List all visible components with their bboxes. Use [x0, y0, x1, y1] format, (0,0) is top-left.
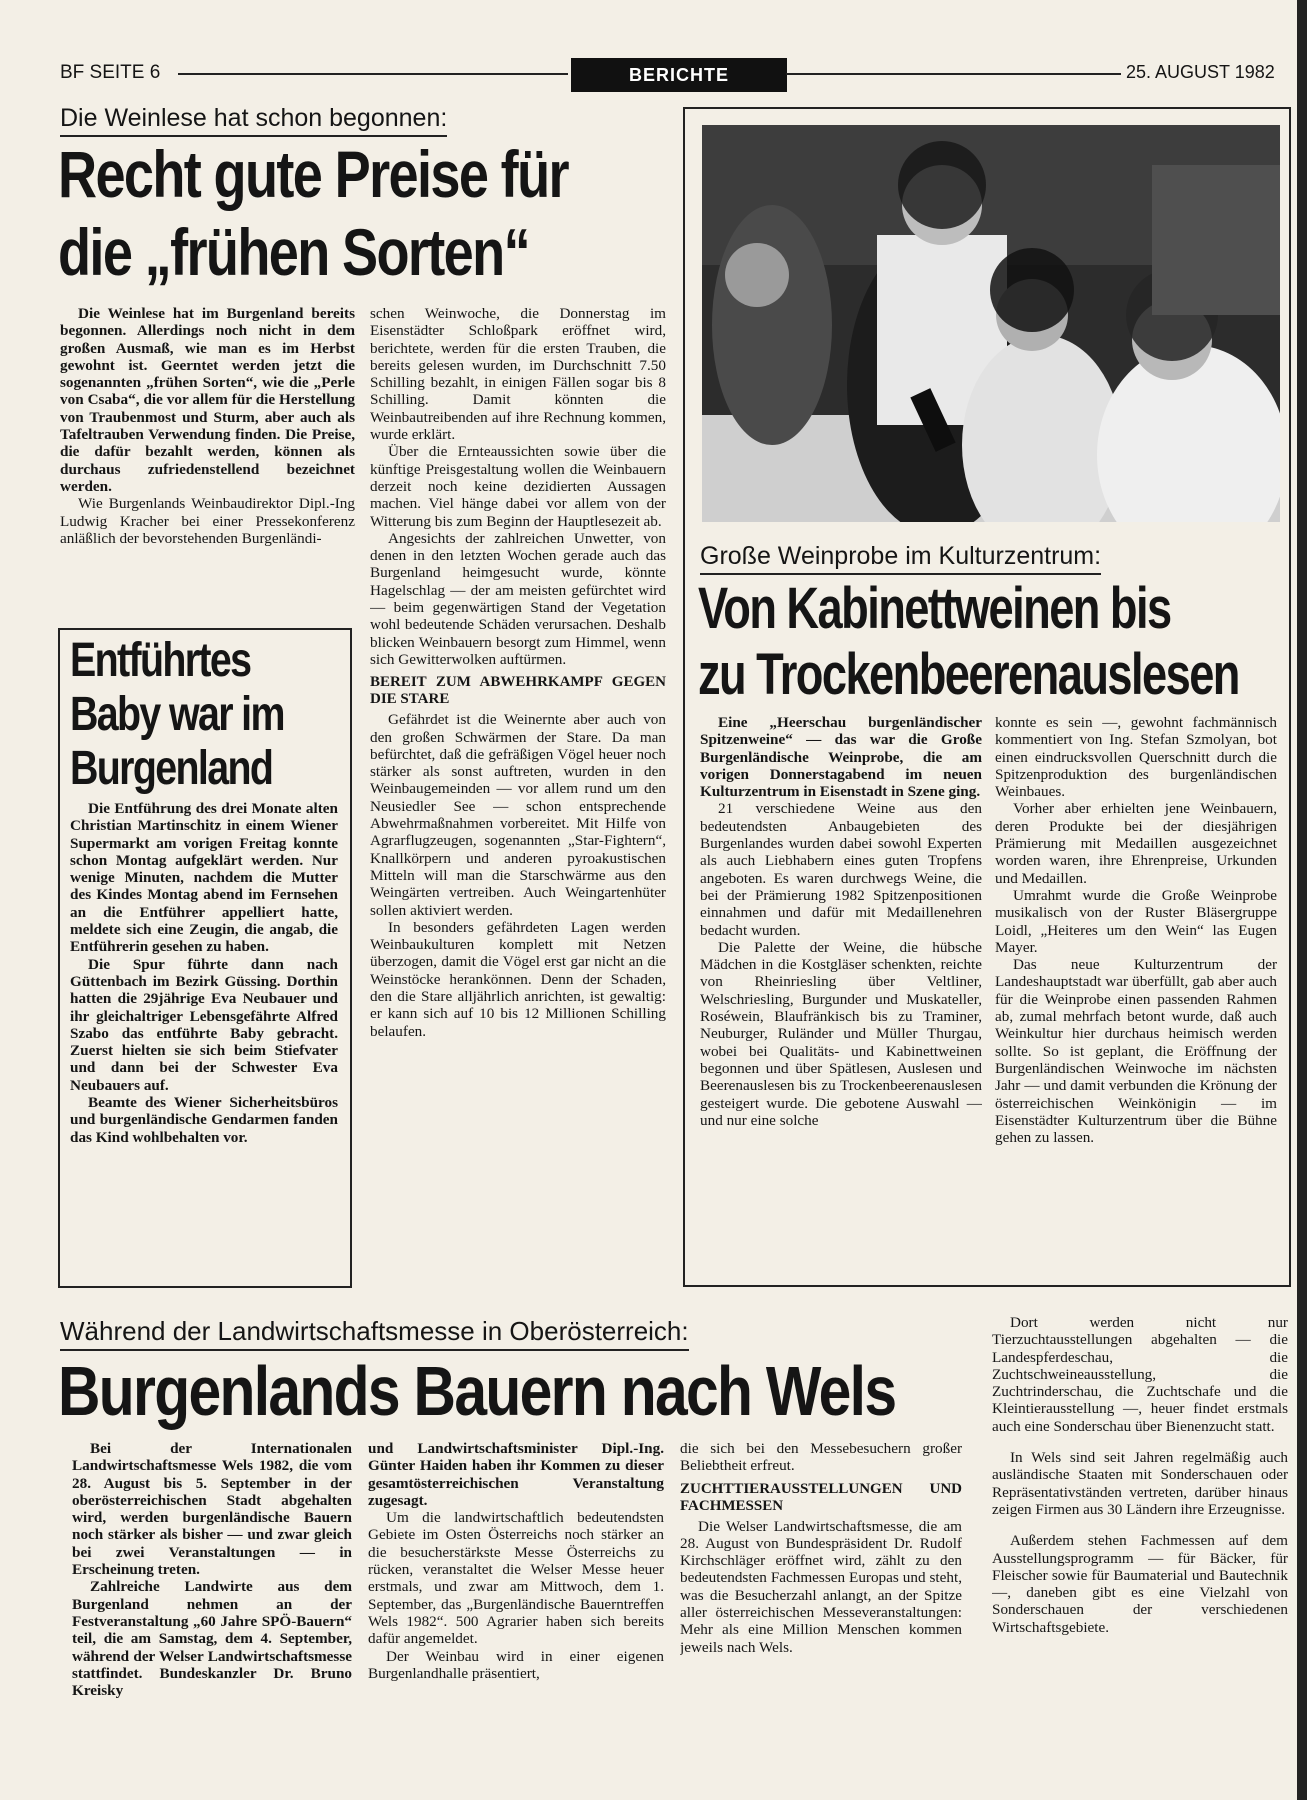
page-edge [1297, 0, 1307, 1800]
article2-lead: Eine „Heerschau burgenländischer Spitzenweine“ — das war die Große Burgenländische Weinprobe, die am vorigen Donnerstagabend im neuen Kulturzentrum in Eisenstadt in Szene ging. [700, 714, 982, 801]
wine-tasting-photo [702, 125, 1280, 522]
article1-headline-line2: die „frühen Sorten“ [58, 215, 529, 289]
article3-column1 [72, 1440, 352, 1785]
header-rule-left [178, 73, 568, 75]
article3-column4 [992, 1314, 1288, 1784]
article3-subhead: ZUCHTTIERAUSSTELLUNGEN UND FACHMESSEN [680, 1480, 962, 1514]
boxstory-paragraph: Die Spur führte dann nach Güttenbach im Bezirk Güssing. Dorthin hatten die 29jährige Eva Neubauer und ihr gleichaltriger Lebensgefährte Alfred Szabo das entführte Baby gebracht. Zuerst hielten sie sich beim Stiefvater und dann bei der Schwester Eva Neubauers auf. [70, 955, 338, 1094]
boxstory-body [70, 800, 338, 1278]
article3-lead: und Landwirtschaftsminister Dipl.-Ing. Günter Haiden haben ihr Kommen zu dieser gesamtösterreichischen Veranstaltung zugesagt. [368, 1440, 664, 1509]
article2-paragraph: konnte es sein —, gewohnt fachmännisch kommentiert von Ing. Stefan Szmolyan, bot einen eindrucksvollen Querschnitt durch die Spitzenproduktion des burgenländischen Weinbaues. [995, 714, 1277, 801]
article3-column2 [368, 1440, 664, 1785]
article2-column1 [700, 714, 982, 1269]
article3-paragraph: Um die landwirtschaftlich bedeutendsten Gebiete im Osten Österreichs noch stärker an die besucherstärkste Messe Österreichs zu rücken, veranstaltet die Welser Messe heuer erstmals, und zwar am Mittwoch, dem 1. September, das „Burgenländische Bauerntreffen Wels 1982“. 500 Agrarier haben sich bereits dafür angemeldet. [368, 1509, 664, 1648]
article1-paragraph: Gefährdet ist die Weinernte aber auch von den großen Schwärmen der Stare. Da man befürchtet, daß die gefräßigen Vögel heuer noch stärker als sonst auftreten, wurden in den Weinbaugemeinden — vor allem rund um den Neusiedler See — schon entsprechende Abwehrmaßnahmen vorbereitet. Mit Hilfe von Agrarflugzeugen, sogenannten „Star-Fightern“, Knallkörpern und anderen pyroakustischen Mitteln will man die Starschwärme aus den Weingärten vertreiben. Auch Weingartenhüter sollen aktiviert werden. [370, 711, 666, 919]
article2-column2 [995, 714, 1277, 1269]
page-number: BF SEITE 6 [60, 62, 161, 83]
article2-headline-line1: Von Kabinettweinen bis [698, 576, 1171, 641]
article3-headline: Burgenlands Bauern nach Wels [58, 1352, 896, 1430]
photo-image [702, 125, 1280, 522]
boxstory-paragraph: Die Entführung des drei Monate alten Christian Martinschitz in einem Wiener Supermarkt am vorigen Freitag konnte schon Montag aufgeklärt werden. Nur wenige Minuten, nachdem die Mutter des Kindes Montag abend im Fernsehen an die Entführer appelliert hatte, meldete sich eine Zeugin, die angab, die Entführerin gesehen zu haben. [70, 800, 338, 956]
boxstory-headline-line3: Burgenland [70, 742, 273, 795]
article1-paragraph: Wie Burgenlands Weinbaudirektor Dipl.-Ing Ludwig Kracher bei einer Pressekonferenz anläßlich der bevorstehenden Burgenländi- [60, 495, 355, 547]
boxstory-headline-line2: Baby war im [70, 688, 284, 741]
article2-headline-line2: zu Trockenbeerenauslesen [698, 642, 1239, 707]
article1-paragraph: In besonders gefährdeten Lagen werden Weinbaukulturen komplett mit Netzen überzogen, damit die Vögel erst gar nicht an die Weinstöcke herankönnen. Denn der Schaden, den die Stare alljährlich anrichten, ist gewaltig: er kann sich auf 10 bis 12 Millionen Schilling belaufen. [370, 918, 666, 1040]
article1-paragraph: Über die Ernteaussichten sowie über die künftige Preisgestaltung wollen die Weinbauern derzeit noch keine dezidierten Aussagen machen. Viel hänge dabei vor allem von der Witterung bis zum Beginn der Hauptlesezeit ab. [370, 443, 666, 530]
article3-paragraph: In Wels sind seit Jahren regelmäßig auch ausländische Staaten mit Sonderschauen oder Repräsentativständen vertreten, darüber hinaus zeigen Firmen aus 30 Ländern ihre Erzeugnisse. [992, 1449, 1288, 1518]
boxstory-headline-line1: Entführtes [70, 634, 251, 687]
article2-paragraph: 21 verschiedene Weine aus den bedeutendsten Anbaugebieten des Burgenlandes wurden dabei sowohl Experten als auch Liebhabern eines guten Tropfens angeboten. Es waren durchwegs Weine, die bei der Prämierung 1982 Spitzenpositionen einnahmen und dafür mit Medaillenehren bedacht wurden. [700, 800, 982, 939]
article3-lead: Zahlreiche Landwirte aus dem Burgenland nehmen an der Festveranstaltung „60 Jahre SPÖ-Bauern“ teil, die am Samstag, dem 4. September, während der Welser Landwirtschaftsmesse stattfindet. Bundeskanzler Dr. Bruno Kreisky [72, 1578, 352, 1700]
article3-paragraph: Dort werden nicht nur Tierzuchtausstellungen abgehalten — die Landespferdeschau, die Zuchtschweineausstellung, die Zuchtrinderschau, die Zuchtschafe und die Kleintierausstellung —, heuer findet erstmals auch eine Sonderschau über Bienenzucht statt. [992, 1314, 1288, 1435]
article1-headline-line1: Recht gute Preise für [58, 137, 568, 211]
article1-paragraph: schen Weinwoche, die Donnerstag im Eisenstädter Schloßpark eröffnet wird, berichtete, werden für die ersten Trauben, die bereits gelesen wurden, im Durchschnitt 7.50 Schilling bezahlt, in einigen Fällen sogar bis 8 Schilling. Damit könnten die Weinbautreibenden auf ihre Rechnung kommen, wurde erklärt. [370, 305, 666, 444]
article1-subhead: BEREIT ZUM ABWEHRKAMPF GEGEN DIE STARE [370, 674, 666, 708]
article3-paragraph: die sich bei den Messebesuchern großer Beliebtheit erfreut. [680, 1440, 962, 1475]
article2-paragraph: Die Palette der Weine, die hübsche Mädchen in die Kostgläser schenkten, reichte von Rheinriesling über Veltliner, Welschriesling, Burgunder und Muskateller, Roséwein, Blaufränkisch bis zu Traminer, Neuburger, Ruländer und Müller Thurgau, wobei bei Qualitäts- und Kabinettweinen begonnen und über Spätlesen, Auslesen und Beerenauslesen bis zu Trockenbeerenauslesen gesteigert wurde. Die gebotene Auswahl — und nur eine solche [700, 938, 982, 1129]
article3-paragraph: Der Weinbau wird in einer eigenen Burgenlandhalle präsentiert, [368, 1647, 664, 1682]
article2-paragraph: Vorher aber erhielten jene Weinbauern, deren Produkte bei der diesjährigen Prämierung mit Medaillen ausgezeichnet worden waren, ihre Ehrenpreise, Urkunden und Medaillen. [995, 800, 1277, 887]
article1-paragraph: Angesichts der zahlreichen Unwetter, von denen in den letzten Wochen gerade auch das Burgenland heimgesucht wurde, könnte Hagelschlag — der am meisten gefürchtet wird — beim gegenwärtigen Stand der Vegetation wohl bedeutende Schäden verursachen. Deshalb blicken Weinbauern besorgt zum Himmel, wenn sich Gewitterwolken auftürmen. [370, 529, 666, 668]
article1-column1 [60, 305, 355, 625]
article3-kicker: Während der Landwirtschaftsmesse in Oberösterreich: [60, 1316, 689, 1351]
section-label: BERICHTE [571, 58, 787, 92]
article2-paragraph: Das neue Kulturzentrum der Landeshauptstadt war überfüllt, gab aber auch für die Weinprobe einen passenden Rahmen ab, zumal mehrfach betont wurde, daß auch Weinkultur hier durchaus heimisch werden sollte. So ist geplant, die Eröffnung der Burgenländischen Weinwoche im nächsten Jahr — und damit verbunden die Krönung der österreichischen Weinkönigin — im Eisenstädter Kulturzentrum über die Bühne gehen zu lassen. [995, 956, 1277, 1147]
article3-lead: Bei der Internationalen Landwirtschaftsmesse Wels 1982, die vom 28. August bis 5. September in der oberösterreichischen Stadt abgehalten wird, werden burgenländische Bauern noch stärker als bisher — und zwar gleich bei zwei Veranstaltungen — in Erscheinung treten. [72, 1440, 352, 1579]
article1-lead: Die Weinlese hat im Burgenland bereits begonnen. Allerdings noch nicht in dem großen Ausmaß, wie man es im Herbst gewohnt ist. Geerntet werden jetzt die sogenannten „frühen Sorten“, wie die „Perle von Csaba“, die vor allem für die Herstellung von Traubenmost und Sturm, aber auch als Tafeltrauben Verwendung finden. Die Preise, die dafür bezahlt werden, können als durchaus zufriedenstellend bezeichnet werden. [60, 305, 355, 495]
article3-paragraph: Die Welser Landwirtschaftsmesse, die am 28. August von Bundespräsident Dr. Rudolf Kirchschläger eröffnet wird, zählt zu den bedeutendsten Fachmessen Europas und steht, was die Besucherzahl anlangt, an der Spitze aller österreichischen Messeveranstaltungen: Mehr als eine Million Menschen kommen jeweils nach Wels. [680, 1517, 962, 1656]
article2-kicker: Große Weinprobe im Kulturzentrum: [700, 542, 1101, 575]
article3-paragraph: Außerdem stehen Fachmessen auf dem Ausstellungsprogramm — für Bäcker, für Fleischer sowie für Baumaterial und Bautechnik —, daneben gibt es eine Vielzahl von Sonderschauen der verschiedenen Wirtschaftsgebiete. [992, 1532, 1288, 1636]
header-rule-right [786, 73, 1121, 75]
boxstory-paragraph: Beamte des Wiener Sicherheitsbüros und burgenländische Gendarmen fanden das Kind wohlbehalten vor. [70, 1094, 338, 1146]
article2-paragraph: Umrahmt wurde die Große Weinprobe musikalisch von der Ruster Bläsergruppe Loidl, „Heiteres um den Wein“ las Eugen Mayer. [995, 886, 1277, 956]
issue-date: 25. AUGUST 1982 [1126, 62, 1275, 82]
article3-column3 [680, 1440, 962, 1785]
article1-kicker: Die Weinlese hat schon begonnen: [60, 104, 447, 137]
article1-column2 [370, 305, 666, 1280]
